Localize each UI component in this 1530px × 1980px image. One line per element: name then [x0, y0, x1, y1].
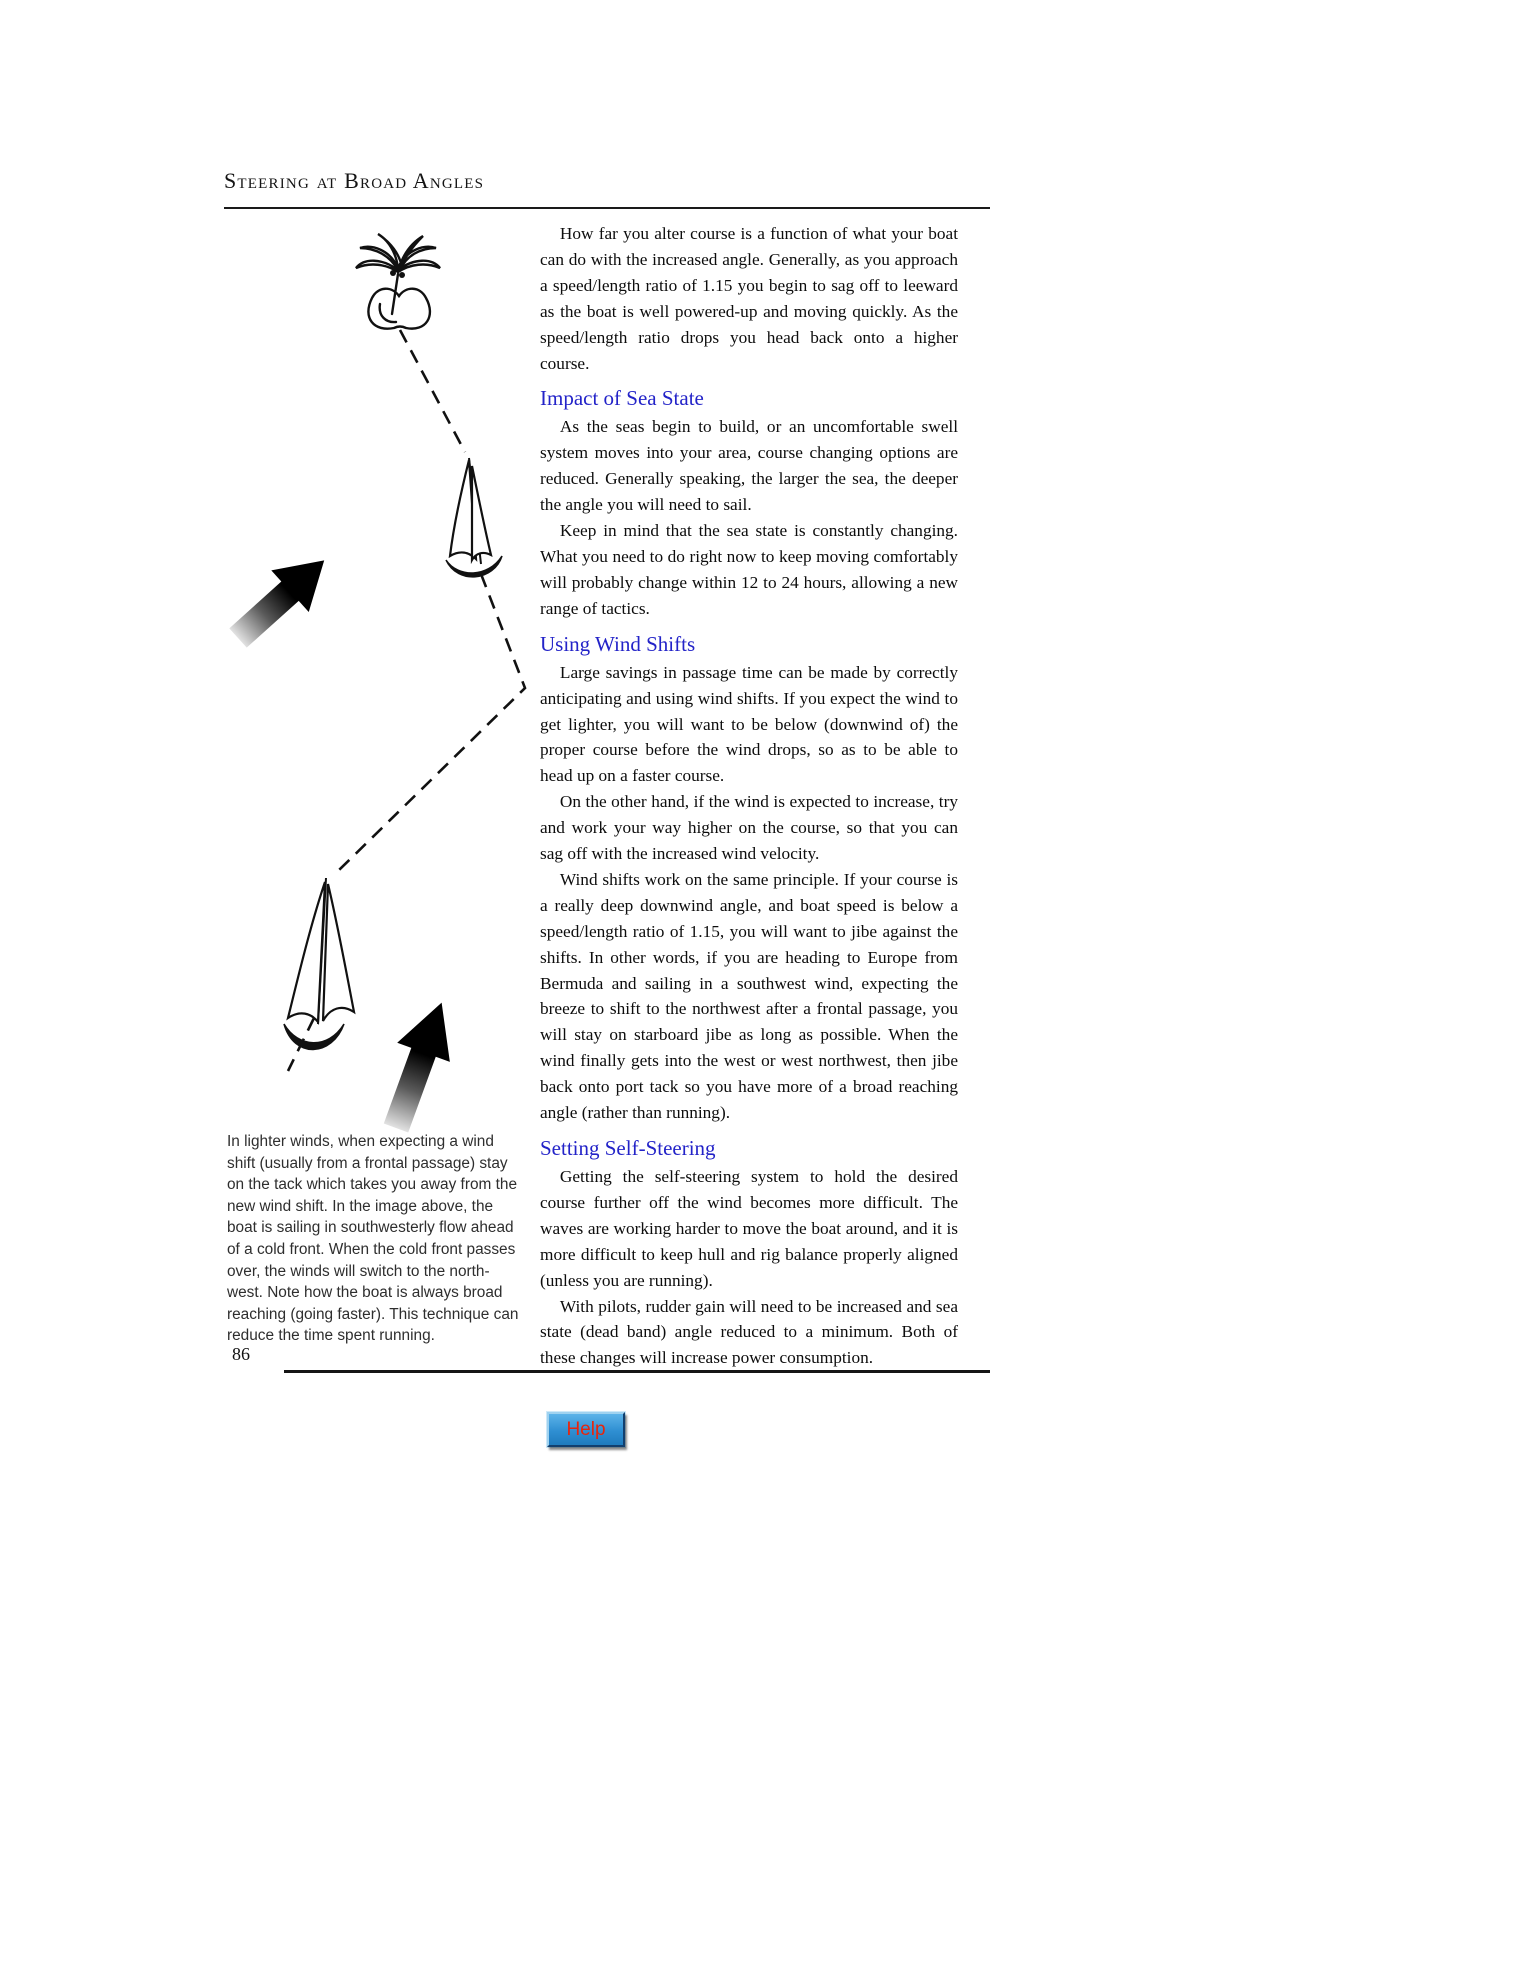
paragraph: On the other hand, if the wind is expected to increase, try and work your way higher on the course, so that you can sag off with the increased wind velocity.: [540, 792, 958, 864]
paragraph: With pilots, rudder gain will need to be increased and sea state (dead band) angle reduced to a minimum. Both of these changes will increase power consumption.: [540, 1296, 958, 1368]
paragraph: Large savings in passage time can be made by correctly anticipating and using wind shifts. If you expect the wind to get lighter, you will want to be below (downwind of) the proper course before the wind drops, so as to be able to head up on a faster course.: [540, 662, 958, 786]
wind-arrow-southwest: [222, 540, 343, 659]
palm-island-icon: [356, 234, 440, 329]
paragraph: As the seas begin to build, or an uncomfortable swell system moves into your area, course changing options are reduced. Generally speaking, the larger the sea, the deeper the angle you will need to sail.: [540, 417, 958, 515]
header-rule: [224, 207, 990, 209]
section-heading-sea-state: Impact of Sea State: [540, 386, 704, 411]
course-dashed-line: [288, 330, 525, 1071]
page-number: 86: [232, 1344, 250, 1364]
footer-rule: [284, 1370, 990, 1373]
paragraph-intro: How far you alter course is a function of what your boat can do with the increased angle. Generally, as you approach a speed/length ratio of 1.15 you begin to sag off to leeward as the boat is well powered-up and moving quickly. As the speed/length ratio drops you head back onto a higher course.: [540, 224, 958, 373]
sailboat-lower: [284, 878, 354, 1050]
figure-caption: In lighter winds, when expecting a wind shift (usually from a frontal passage) stay on the tack which takes you away from the new wind shift. In the image above, the boat is sailing in southwesterly flow ahead of a cold front. When the cold front passes over, the winds will switch to the north-west. Note how the boat is always broad reaching (going faster). This technique can reduce the time spent running.: [227, 1133, 519, 1345]
sailboat-upper: [446, 458, 502, 577]
paragraph: Wind shifts work on the same principle. If your course is a really deep downwind angle, and boat speed is below a speed/length ratio of 1.15, you will want to jibe against the shifts. In other words, if you are heading to Europe from Bermuda and sailing in a southwest wind, expecting the breeze to shift to the northwest after a frontal passage, you will stay on starboard jibe as long as possible. When the wind finally gets into the west or west northwest, then jibe back onto port tack so you have more of a broad reaching angle (rather than running).: [540, 869, 958, 1123]
paragraph: Keep in mind that the sea state is constantly changing. What you need to do right now to keep moving comfortably will probably change within 12 to 24 hours, allowing a new range of tactics.: [540, 521, 958, 618]
sailing-diagram: [222, 226, 542, 1138]
page-header: Steering at Broad Angles: [224, 168, 485, 193]
section-heading-wind-shifts: Using Wind Shifts: [540, 631, 696, 656]
help-button[interactable]: Help: [547, 1412, 625, 1447]
wind-arrow-northwest: [370, 993, 468, 1138]
article-column: [540, 221, 958, 1371]
paragraph: Getting the self-steering system to hold the desired course further off the wind becomes more difficult. The waves are working harder to move the boat around, and it is more difficult to keep hull and rig balance properly aligned (unless you are running).: [540, 1167, 958, 1290]
section-heading-self-steering: Setting Self-Steering: [540, 1136, 716, 1160]
